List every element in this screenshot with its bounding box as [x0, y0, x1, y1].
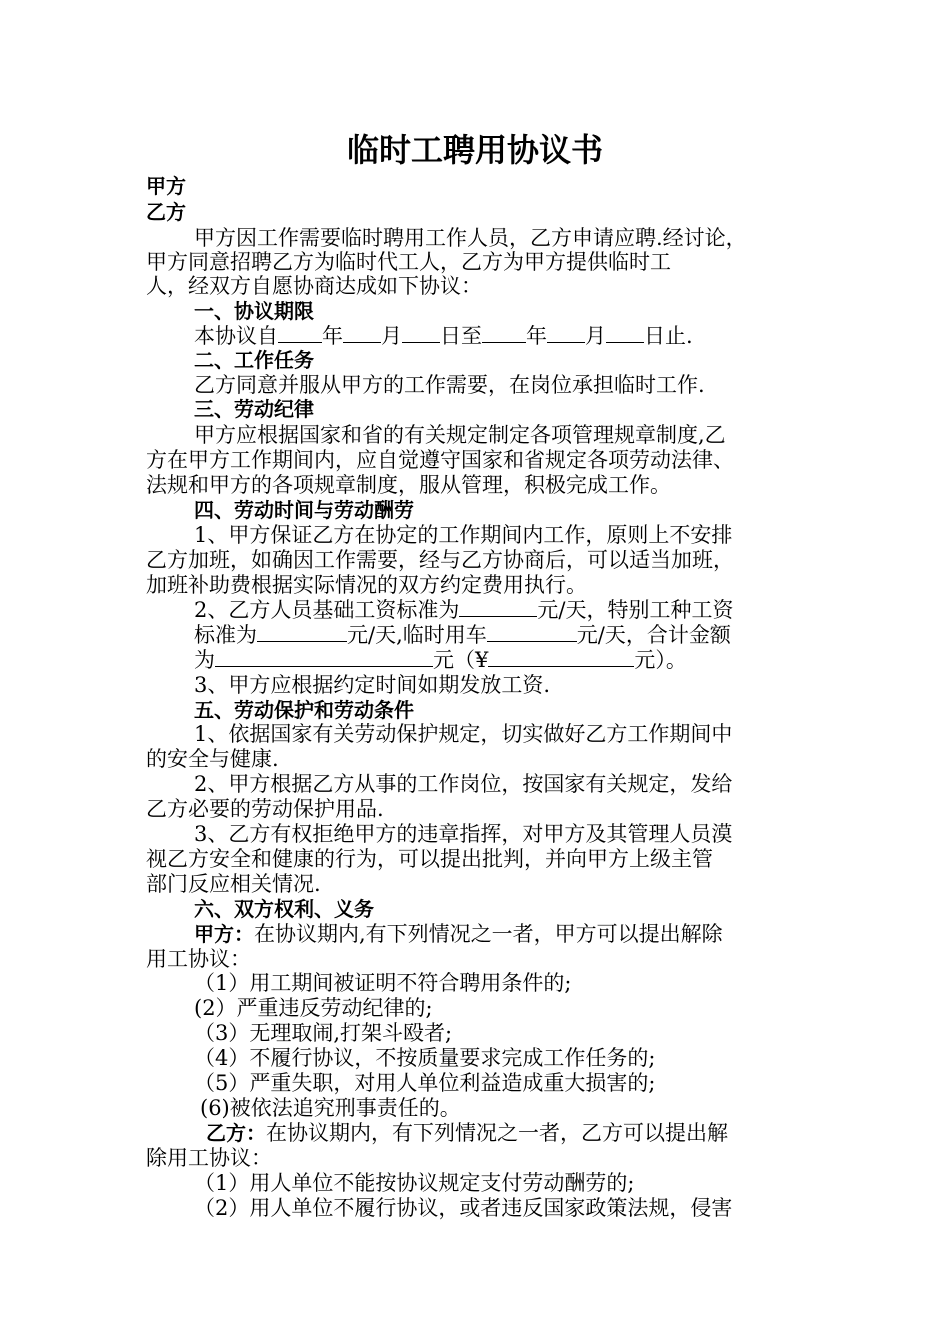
wage-line-1 [194, 598, 733, 623]
term-year-2: 年 [526, 324, 547, 348]
section-5-line-3: 2、甲方根据乙方从事的工作岗位，按国家有关规定，发给 [194, 772, 733, 796]
section-5-line-2: 的安全与健康. [146, 747, 279, 771]
term-day-end: 日止. [644, 324, 693, 348]
section-5-line-7: 部门反应相关情况. [146, 872, 321, 896]
party-a-item-4: （4）不履行协议，不按质量要求完成工作任务的; [194, 1046, 656, 1070]
party-b-item-2: （2）用人单位不履行协议，或者违反国家政策法规，侵害 [194, 1196, 733, 1220]
party-a-item-1: （1）用工期间被证明不符合聘用条件的; [194, 971, 572, 995]
total-yuan-label: 元（¥ [433, 648, 489, 672]
start-day-blank [402, 324, 440, 343]
party-b-label: 乙方 [146, 200, 186, 224]
total-label: 元/天，合计金额 [576, 623, 731, 647]
total-amount-blank [215, 648, 433, 667]
intro-line-2: 甲方同意招聘乙方为临时代工人，乙方为甲方提供临时工 [146, 250, 671, 274]
term-month-2: 月 [585, 324, 606, 348]
section-5-line-5: 3、乙方有权拒绝甲方的违章指挥，对甲方及其管理人员漠 [194, 822, 733, 846]
base-wage-label: 2、乙方人员基础工资标准为 [194, 598, 460, 622]
party-b-rights-line-2: 除用工协议： [146, 1146, 272, 1170]
section-4-item-3: 3、甲方应根据约定时间如期发放工资. [194, 673, 551, 697]
party-b-rights-line-1 [206, 1121, 728, 1146]
party-b-item-1: （1）用人单位不能按协议规定支付劳动酬劳的; [194, 1171, 635, 1195]
section-4-item-1-line-1: 1、甲方保证乙方在协定的工作期间内工作，原则上不安排 [194, 523, 733, 547]
start-year-blank [278, 324, 322, 343]
end-day-blank [606, 324, 644, 343]
special-wage-label: 元/天，特别工种工资 [537, 598, 734, 622]
party-a-item-5: （5）严重失职，对用人单位利益造成重大损害的; [194, 1071, 656, 1095]
term-line [194, 324, 693, 349]
section-5-line-6: 视乙方安全和健康的行为，可以提出批判，并向甲方上级主管 [146, 847, 713, 871]
section-2-heading: 二、工作任务 [194, 348, 314, 372]
intro-line-3: 人，经双方自愿协商达成如下协议： [146, 274, 482, 298]
section-6-heading: 六、双方权利、义务 [194, 897, 374, 921]
intro-line-1: 甲方因工作需要临时聘用工作人员，乙方申请应聘.经讨论， [194, 226, 747, 250]
term-month: 月 [381, 324, 402, 348]
party-a-item-6: (6)被依法追究刑事责任的。 [200, 1096, 461, 1120]
end-month-blank [547, 324, 585, 343]
party-a-item-2: (2）严重违反劳动纪律的; [194, 996, 433, 1020]
section-5-heading: 五、劳动保护和劳动条件 [194, 698, 414, 722]
section-5-line-1: 1、依据国家有关劳动保护规定，切实做好乙方工作期间中 [194, 722, 733, 746]
document-title: 临时工聘用协议书 [346, 131, 603, 169]
section-3-line-1: 甲方应根据国家和省的有关规定制定各项管理规章制度,乙 [194, 423, 726, 447]
section-3-line-3: 法规和甲方的各项规章制度，服从管理，积极完成工作。 [146, 473, 671, 497]
section-3-heading: 三、劳动纪律 [194, 397, 314, 421]
party-a-rights-text: 在协议期内,有下列情况之一者，甲方可以提出解除 [254, 922, 723, 946]
wage-line-3 [194, 648, 687, 673]
party-a-rights-line-1 [194, 922, 723, 947]
total-numeric-blank [488, 648, 634, 667]
party-a-item-3: （3）无理取闹,打架斗殴者; [194, 1021, 453, 1045]
total-suffix: 元）。 [634, 648, 687, 672]
base-wage-blank [459, 598, 537, 617]
vehicle-label: 元/天,临时用车 [347, 623, 487, 647]
party-a-rights-line-2: 用工协议： [146, 947, 251, 971]
party-b-rights-text: 在协议期内，有下列情况之一者，乙方可以提出解 [266, 1121, 728, 1145]
section-2-text: 乙方同意并服从甲方的工作需要，在岗位承担临时工作. [194, 373, 705, 397]
section-5-line-4: 乙方必要的劳动保护用品. [146, 797, 384, 821]
start-month-blank [343, 324, 381, 343]
term-prefix: 本协议自 [194, 324, 278, 348]
term-year: 年 [322, 324, 343, 348]
section-4-heading: 四、劳动时间与劳动酬劳 [194, 498, 414, 522]
party-a-label: 甲方 [146, 174, 186, 198]
section-1-heading: 一、协议期限 [194, 299, 314, 323]
party-b-rights-label: 乙方： [206, 1121, 266, 1145]
special-wage-blank [257, 623, 347, 642]
section-3-line-2: 方在甲方工作期间内，应自觉遵守国家和省规定各项劳动法律、 [146, 448, 734, 472]
wage-line-2 [194, 623, 731, 648]
section-4-item-1-line-3: 加班补助费根据实际情况的双方约定费用执行。 [146, 573, 587, 597]
total-prefix: 为 [194, 648, 215, 672]
term-day-to: 日至 [440, 324, 482, 348]
end-year-blank [482, 324, 526, 343]
section-4-item-1-line-2: 乙方加班，如确因工作需要，经与乙方协商后，可以适当加班， [146, 548, 734, 572]
special-standard-label: 标准为 [194, 623, 257, 647]
vehicle-fee-blank [487, 623, 577, 642]
party-a-rights-label: 甲方： [194, 922, 254, 946]
